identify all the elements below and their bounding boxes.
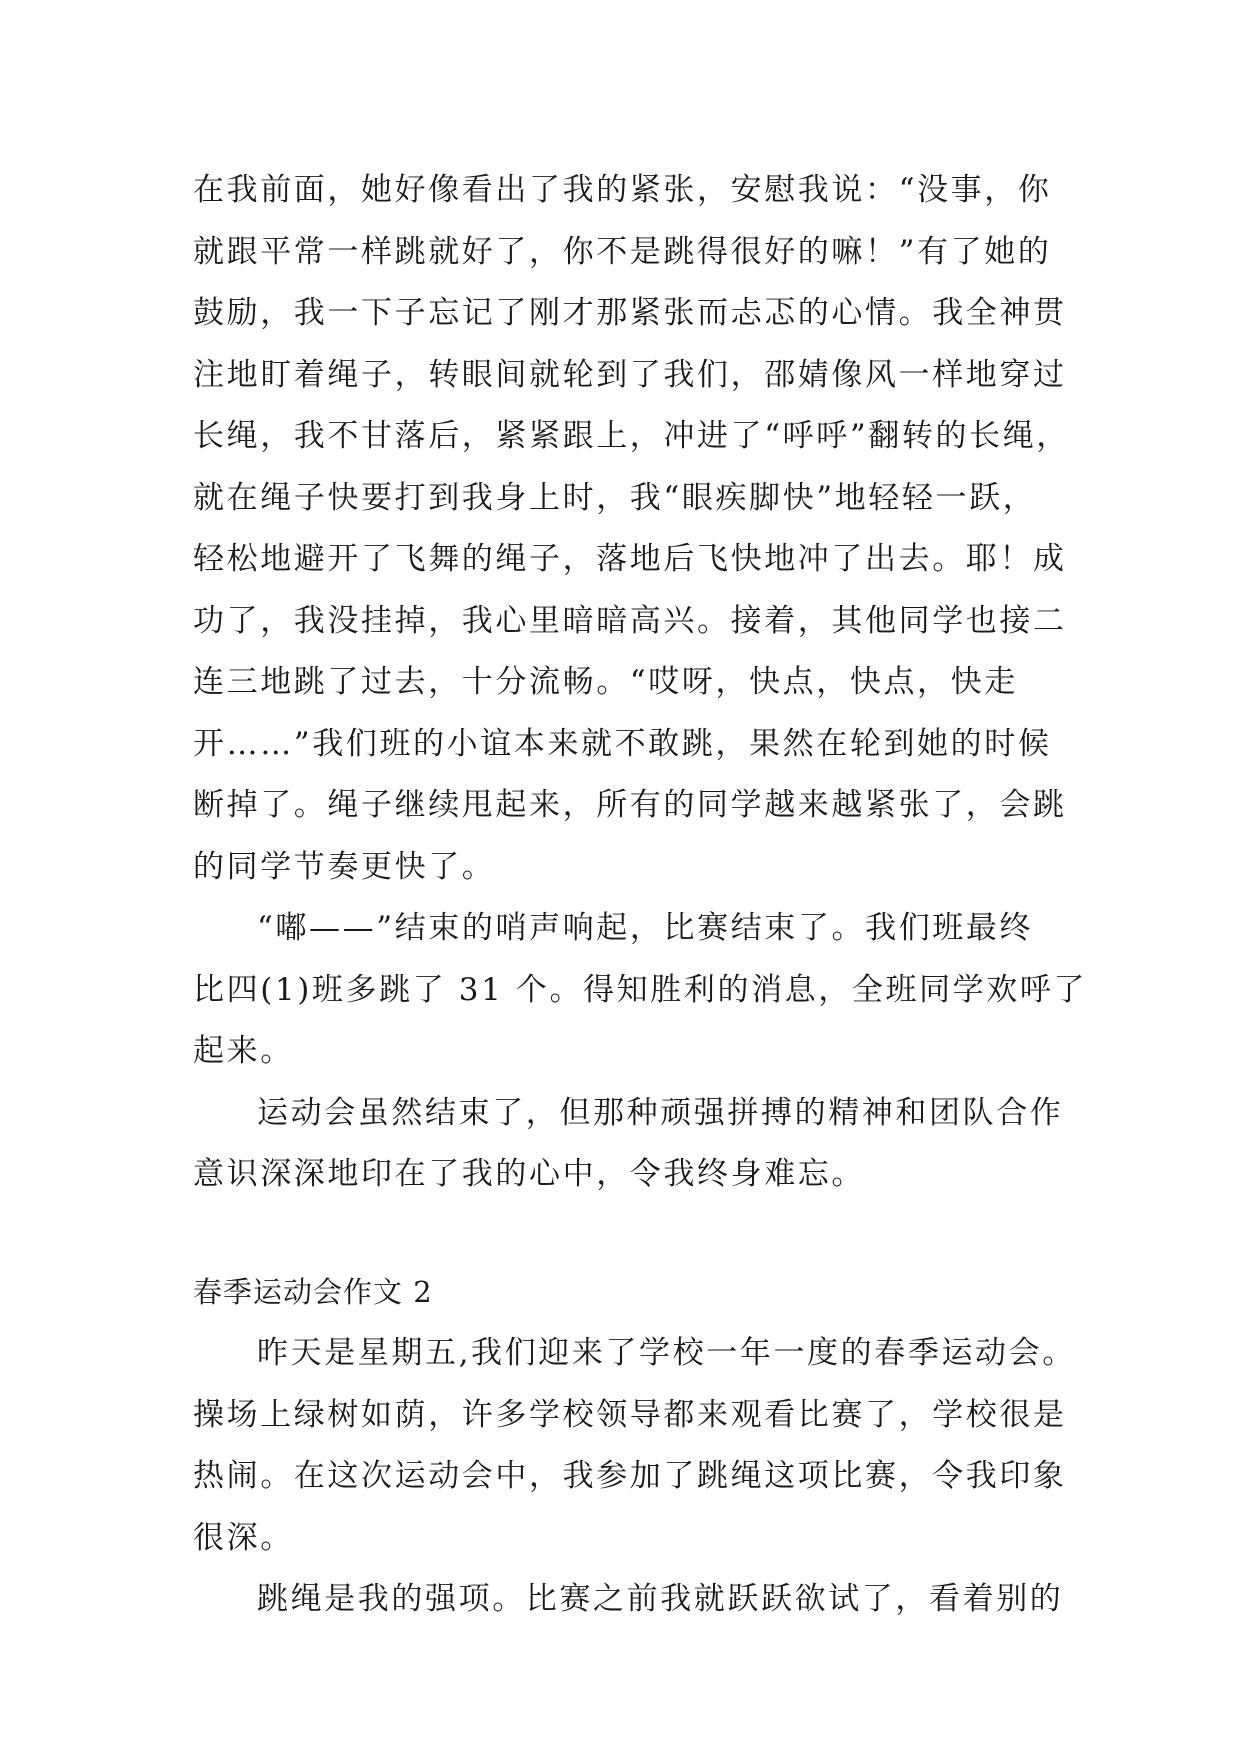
section-gap: [193, 1206, 1055, 1262]
text-line: 运动会虽然结束了，但那种顽强拼搏的精神和团队合作: [257, 1094, 1064, 1131]
text-line: 比四(1)班多跳了 31 个。得知胜利的消息，全班同学欢呼了: [193, 971, 1088, 1008]
text-line: 操场上绿树如荫，许多学校领导都来观看比赛了，学校很是: [193, 1396, 1067, 1433]
paragraph-3: [193, 1083, 1064, 1206]
text-line: 断掉了。绳子继续甩起来，所有的同学越来越紧张了，会跳: [193, 787, 1067, 823]
text-line: “嘟——”结束的哨声响起，比赛结束了。我们班最终: [257, 910, 1034, 946]
text-line: 注地盯着绳子，转眼间就轮到了我们，邵婧像风一样地穿过: [193, 356, 1067, 393]
paragraph-5: [193, 1569, 1064, 1631]
text-line: 意识深深地印在了我的心中，令我终身难忘。: [193, 1156, 865, 1192]
paragraph-2: [193, 898, 1088, 1083]
document-page: [193, 160, 1088, 1631]
text-line: 跳绳是我的强项。比赛之前我就跃跃欲试了，看着别的: [257, 1581, 1064, 1617]
text-line: 昨天是星期五,我们迎来了学校一年一度的春季运动会。: [257, 1335, 1076, 1371]
text-line: 长绳，我不甘落后，紧紧跟上，冲进了“呼呼”翻转的长绳，: [193, 418, 1070, 454]
text-line: 就跟平常一样跳就好了，你不是跳得很好的嘛！”有了她的: [193, 233, 1052, 270]
text-line: 鼓励，我一下子忘记了刚才那紧张而忐忑的心情。我全神贯: [193, 295, 1067, 331]
text-line: 轻松地避开了飞舞的绳子，落地后飞快地冲了出去。耶！成: [193, 541, 1067, 577]
section-heading: 春季运动会作文 2: [193, 1274, 433, 1309]
text-line: 的同学节奏更快了。: [193, 848, 496, 885]
text-line: 很深。: [193, 1519, 294, 1556]
paragraph-1: [193, 160, 1070, 898]
text-line: 起来。: [193, 1033, 294, 1069]
text-line: 热闹。在这次运动会中，我参加了跳绳这项比赛，令我印象: [193, 1458, 1067, 1494]
text-line: 开……”我们班的小谊本来就不敢跳，果然在轮到她的时候: [193, 725, 1052, 762]
text-line: 功了，我没挂掉，我心里暗暗高兴。接着，其他同学也接二: [193, 602, 1067, 639]
paragraph-4: [193, 1323, 1076, 1569]
text-line: 连三地跳了过去，十分流畅。“哎呀，快点，快点，快走: [193, 664, 1018, 700]
text-line: 在我前面，她好像看出了我的紧张，安慰我说：“没事，你: [193, 172, 1052, 208]
text-line: 就在绳子快要打到我身上时，我“眼疾脚快”地轻轻一跃，: [193, 479, 1037, 516]
